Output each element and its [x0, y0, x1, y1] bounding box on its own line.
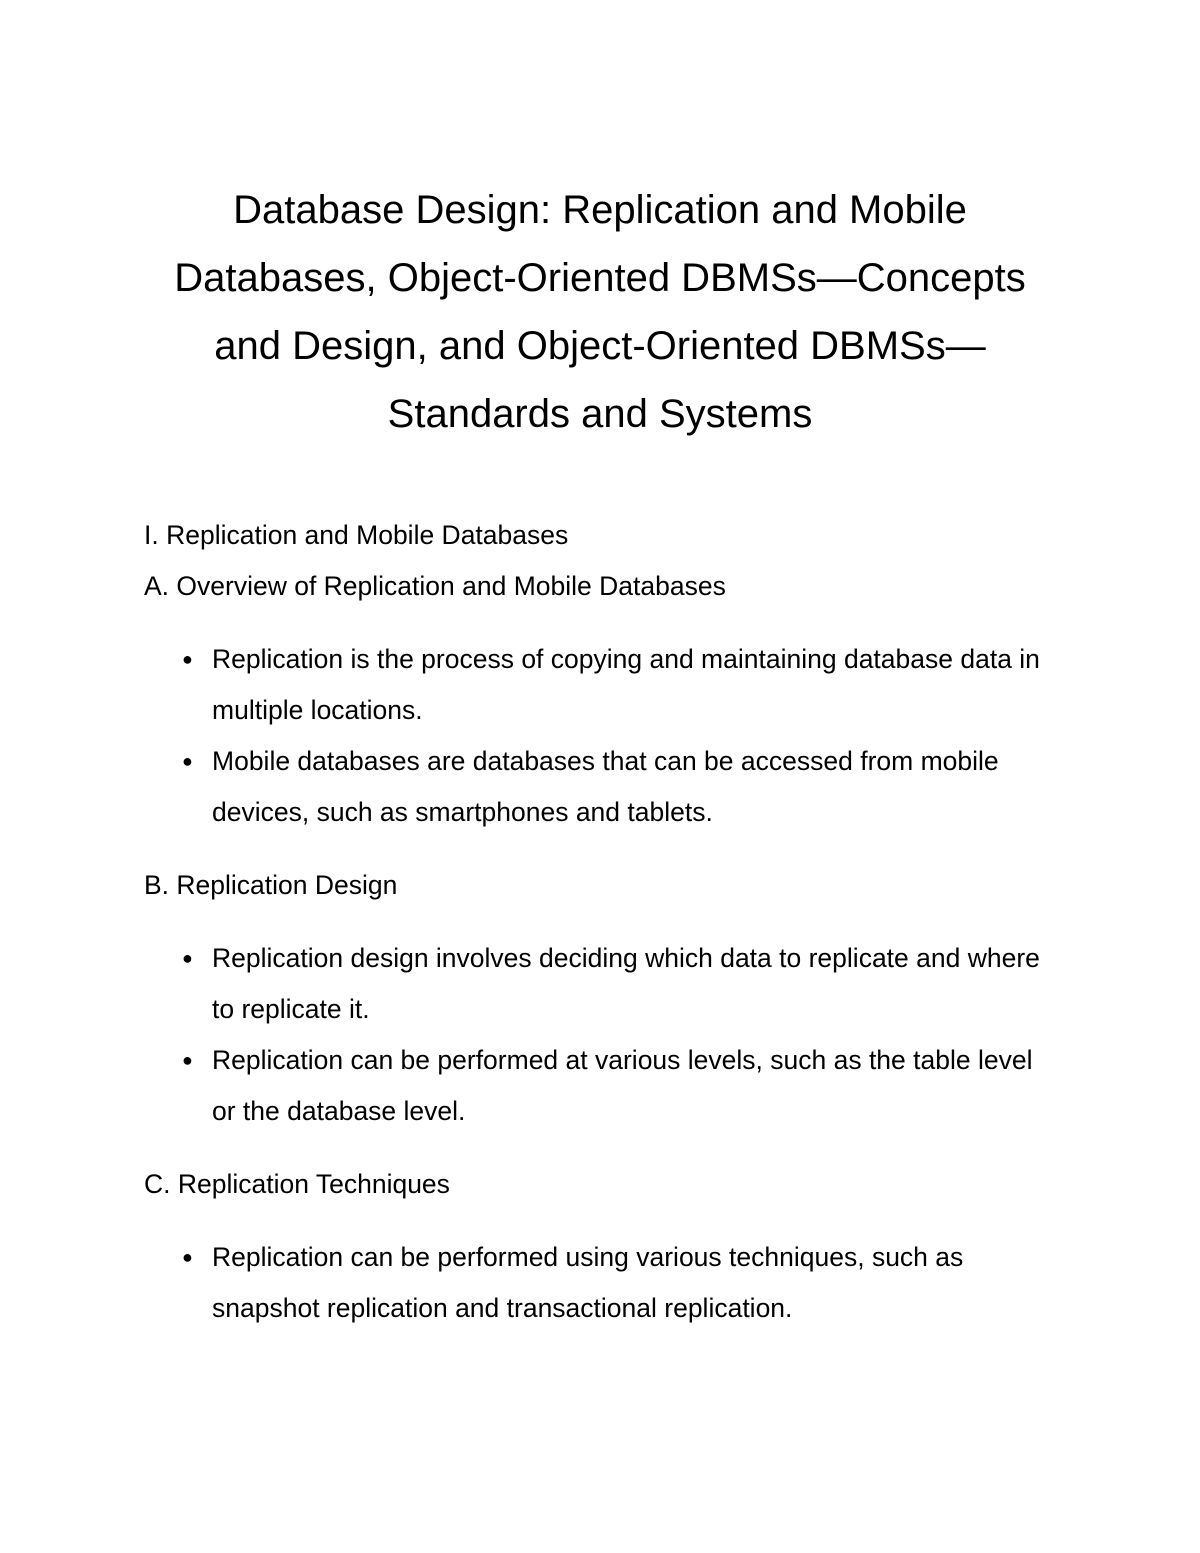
subsection-heading-A: A. Overview of Replication and Mobile Databases — [144, 571, 726, 601]
bullet-text: Replication design involves deciding which data to replicate and where to replicate it. — [212, 943, 1040, 1024]
bullet-icon: ● — [182, 751, 193, 771]
bullet-text: Replication is the process of copying and maintaining database data in multiple locations. — [212, 644, 1040, 725]
bullet-item — [144, 736, 1056, 838]
bullet-icon: ● — [182, 1247, 193, 1267]
subsection-heading-C: C. Replication Techniques — [144, 1169, 450, 1199]
bullet-list-B — [144, 933, 1056, 1137]
bullet-item — [144, 1232, 1056, 1334]
document-body — [144, 510, 1056, 1334]
document-title: Database Design: Replication and Mobile Databases, Object-Oriented DBMSs—Concepts and Design, and Object-Oriented DBMSs—Standards and Systems — [174, 188, 1026, 436]
bullet-item — [144, 933, 1056, 1035]
bullet-item — [144, 634, 1056, 736]
bullet-icon: ● — [182, 948, 193, 968]
subsection-heading-B: B. Replication Design — [144, 870, 398, 900]
section-heading-I: I. Replication and Mobile Databases — [144, 520, 569, 550]
bullet-item — [144, 1035, 1056, 1137]
bullet-icon: ● — [182, 1050, 193, 1070]
bullet-icon: ● — [182, 649, 193, 669]
bullet-text: Mobile databases are databases that can be accessed from mobile devices, such as smartphones and tablets. — [212, 746, 999, 827]
bullet-list-C — [144, 1232, 1056, 1334]
bullet-text: Replication can be performed using various techniques, such as snapshot replication and transactional replication. — [212, 1242, 964, 1323]
bullet-text: Replication can be performed at various levels, such as the table level or the database level. — [212, 1045, 1033, 1126]
bullet-list-A — [144, 634, 1056, 838]
